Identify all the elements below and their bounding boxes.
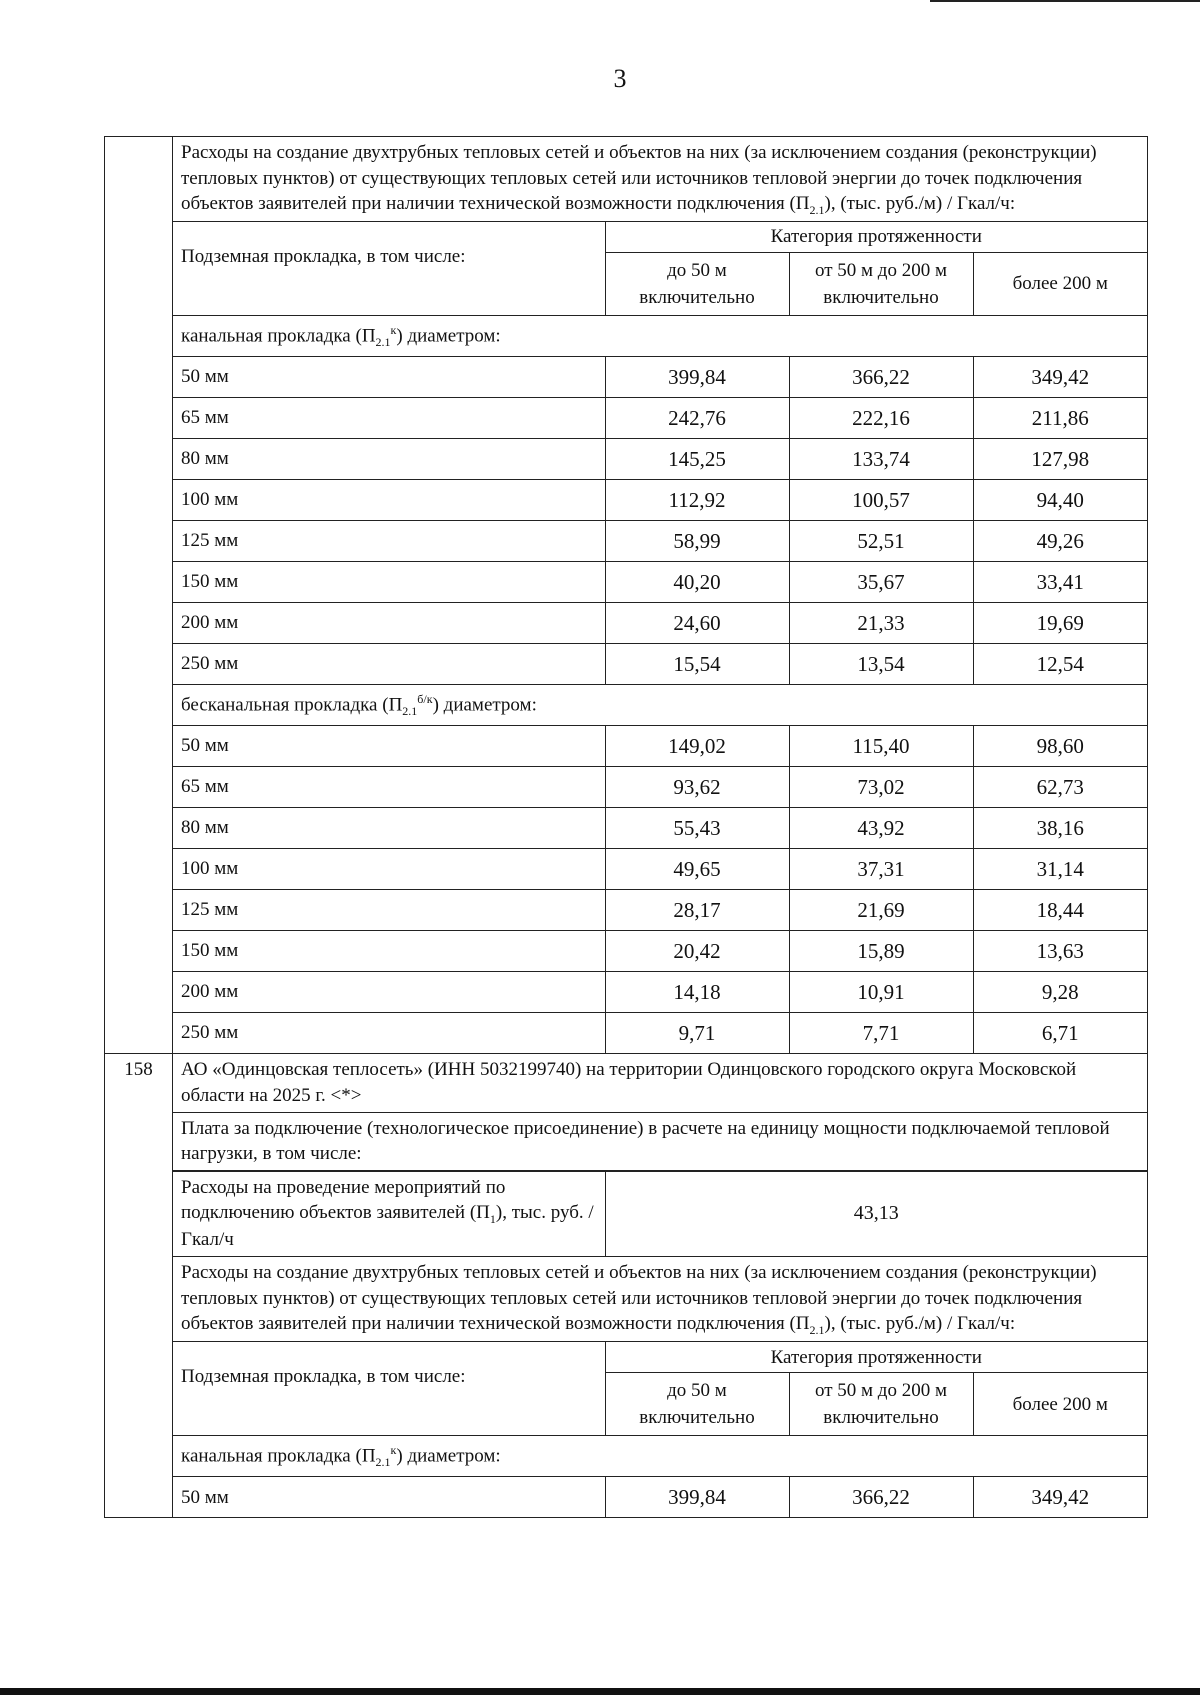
value-50-to-200: 115,40 (789, 726, 973, 767)
value-up-to-50: 399,84 (605, 357, 789, 398)
value-up-to-50: 28,17 (605, 890, 789, 931)
value-over-200: 12,54 (973, 644, 1147, 685)
diameter-cell: 200 мм (173, 972, 605, 1013)
value-up-to-50: 20,42 (605, 931, 789, 972)
value-up-to-50: 399,84 (605, 1477, 789, 1518)
nochannel-label-row (173, 685, 1147, 726)
col-header-50-to-200: от 50 м до 200 м включительно (789, 1373, 973, 1436)
block2-content (173, 1054, 1148, 1518)
value-up-to-50: 9,71 (605, 1013, 789, 1054)
value-up-to-50: 40,20 (605, 562, 789, 603)
value-over-200: 49,26 (973, 521, 1147, 562)
table-row (173, 562, 1147, 603)
table-row (173, 726, 1147, 767)
value-50-to-200: 222,16 (789, 398, 973, 439)
col-header-up-to-50: до 50 м включительно (605, 253, 789, 316)
value-over-200: 211,86 (973, 398, 1147, 439)
diameter-cell: 50 мм (173, 357, 605, 398)
value-50-to-200: 35,67 (789, 562, 973, 603)
value-over-200: 349,42 (973, 357, 1147, 398)
channel-label-row (173, 316, 1147, 357)
value-up-to-50: 93,62 (605, 767, 789, 808)
value-over-200: 349,42 (973, 1477, 1147, 1518)
block2-inner-table (173, 1341, 1147, 1517)
block1-content (173, 137, 1148, 1054)
value-up-to-50: 14,18 (605, 972, 789, 1013)
value-over-200: 31,14 (973, 849, 1147, 890)
value-over-200: 127,98 (973, 439, 1147, 480)
diameter-cell: 125 мм (173, 521, 605, 562)
value-over-200: 38,16 (973, 808, 1147, 849)
diameter-cell: 200 мм (173, 603, 605, 644)
col-header-50-to-200: от 50 м до 200 м включительно (789, 253, 973, 316)
col-header-over-200: более 200 м (973, 253, 1147, 316)
col-header-over-200: более 200 м (973, 1373, 1147, 1436)
table-row (173, 439, 1147, 480)
underground-label: Подземная прокладка, в том числе: (173, 222, 605, 316)
table-row (173, 1013, 1147, 1054)
value-50-to-200: 7,71 (789, 1013, 973, 1054)
value-over-200: 98,60 (973, 726, 1147, 767)
header-row (173, 1342, 1147, 1373)
table-row (173, 603, 1147, 644)
value-over-200: 33,41 (973, 562, 1147, 603)
organization-name: АО «Одинцовская теплосеть» (ИНН 5032199740) на территории Одинцовского городского округа Московской области на 2025 г. <*> (173, 1054, 1147, 1112)
value-50-to-200: 52,51 (789, 521, 973, 562)
value-50-to-200: 21,33 (789, 603, 973, 644)
value-up-to-50: 24,60 (605, 603, 789, 644)
value-up-to-50: 145,25 (605, 439, 789, 480)
block1-row (105, 137, 1148, 1054)
underground-label: Подземная прокладка, в том числе: (173, 1342, 605, 1436)
value-up-to-50: 112,92 (605, 480, 789, 521)
page-number: 3 (613, 64, 627, 93)
block1-nochannel-rows (173, 726, 1147, 1054)
value-over-200: 6,71 (973, 1013, 1147, 1054)
value-over-200: 18,44 (973, 890, 1147, 931)
value-over-200: 62,73 (973, 767, 1147, 808)
diameter-cell: 250 мм (173, 644, 605, 685)
length-category-header: Категория протяженности (605, 1342, 1147, 1373)
block2-description: Расходы на создание двухтрубных тепловых сетей и объектов на них (за исключением создания (реконструкции) тепловых пунктов) от существующих тепловых сетей или источников тепловой энергии до точек подключения объектов заявителей при наличии технической возможности подключения $(П_{2.1})$, (тыс. руб./м) / Гкал/ч: (181, 1262, 1097, 1338)
value-up-to-50: 242,76 (605, 398, 789, 439)
table-row (173, 521, 1147, 562)
bottom-edge-band (0, 1688, 1200, 1695)
diameter-cell: 100 мм (173, 849, 605, 890)
value-up-to-50: 55,43 (605, 808, 789, 849)
length-category-header: Категория протяженности (605, 222, 1147, 253)
channel-label: канальная прокладка $(П_{2.1}^к)$ диаметром: (173, 1436, 1147, 1477)
p1-value: 43,13 (605, 1171, 1147, 1256)
diameter-cell: 50 мм (173, 1477, 605, 1518)
row-number-empty (105, 137, 173, 1054)
value-over-200: 19,69 (973, 603, 1147, 644)
value-50-to-200: 21,69 (789, 890, 973, 931)
diameter-cell: 80 мм (173, 439, 605, 480)
diameter-cell: 65 мм (173, 767, 605, 808)
table-row (173, 849, 1147, 890)
table-row (173, 972, 1147, 1013)
block1-inner-table (173, 221, 1147, 1053)
table-row (173, 890, 1147, 931)
col-header-up-to-50: до 50 м включительно (605, 1373, 789, 1436)
value-up-to-50: 49,65 (605, 849, 789, 890)
value-50-to-200: 10,91 (789, 972, 973, 1013)
value-up-to-50: 58,99 (605, 521, 789, 562)
p1-table (173, 1171, 1147, 1257)
block1-description: Расходы на создание двухтрубных тепловых сетей и объектов на них (за исключением создания (реконструкции) тепловых пунктов) от существующих тепловых сетей или источников тепловой энергии до точек подключения объектов заявителей при наличии технической возможности подключения $(П_{2.1})$, (тыс. руб./м) / Гкал/ч: (181, 142, 1097, 218)
value-50-to-200: 366,22 (789, 357, 973, 398)
table-row (173, 931, 1147, 972)
diameter-cell: 150 мм (173, 562, 605, 603)
table-row (173, 767, 1147, 808)
value-50-to-200: 73,02 (789, 767, 973, 808)
diameter-cell: 65 мм (173, 398, 605, 439)
connection-fee-text: Плата за подключение (технологическое присоединение) в расчете на единицу мощности подключаемой тепловой нагрузки, в том числе: (173, 1113, 1147, 1171)
value-50-to-200: 15,89 (789, 931, 973, 972)
channel-label-row (173, 1436, 1147, 1477)
block2-channel-rows (173, 1477, 1147, 1518)
table-row (173, 1477, 1147, 1518)
channel-label: канальная прокладка $(П_{2.1}^к)$ диаметром: (173, 316, 1147, 357)
diameter-cell: 150 мм (173, 931, 605, 972)
value-up-to-50: 149,02 (605, 726, 789, 767)
value-50-to-200: 13,54 (789, 644, 973, 685)
nochannel-label: бесканальная прокладка $(П_{2.1}^{б/к})$ диаметром: (173, 685, 1147, 726)
table-row (173, 644, 1147, 685)
value-over-200: 9,28 (973, 972, 1147, 1013)
diameter-cell: 50 мм (173, 726, 605, 767)
table-row (173, 808, 1147, 849)
value-up-to-50: 15,54 (605, 644, 789, 685)
value-over-200: 94,40 (973, 480, 1147, 521)
tariff-table (104, 136, 1148, 1518)
value-50-to-200: 43,92 (789, 808, 973, 849)
table-row (173, 357, 1147, 398)
value-50-to-200: 366,22 (789, 1477, 973, 1518)
value-over-200: 13,63 (973, 931, 1147, 972)
header-row (173, 222, 1147, 253)
p1-row (173, 1171, 1147, 1256)
diameter-cell: 250 мм (173, 1013, 605, 1054)
block2-row (105, 1054, 1148, 1518)
diameter-cell: 125 мм (173, 890, 605, 931)
table-row (173, 398, 1147, 439)
row-number: 158 (105, 1054, 173, 1518)
value-50-to-200: 37,31 (789, 849, 973, 890)
value-50-to-200: 100,57 (789, 480, 973, 521)
block1-channel-rows (173, 357, 1147, 685)
top-edge-line (930, 0, 1200, 2)
diameter-cell: 100 мм (173, 480, 605, 521)
p1-label: Расходы на проведение мероприятий по подключению объектов заявителей $(П_1)$, тыс. руб. / Гкал/ч (173, 1171, 605, 1256)
table-row (173, 480, 1147, 521)
diameter-cell: 80 мм (173, 808, 605, 849)
value-50-to-200: 133,74 (789, 439, 973, 480)
